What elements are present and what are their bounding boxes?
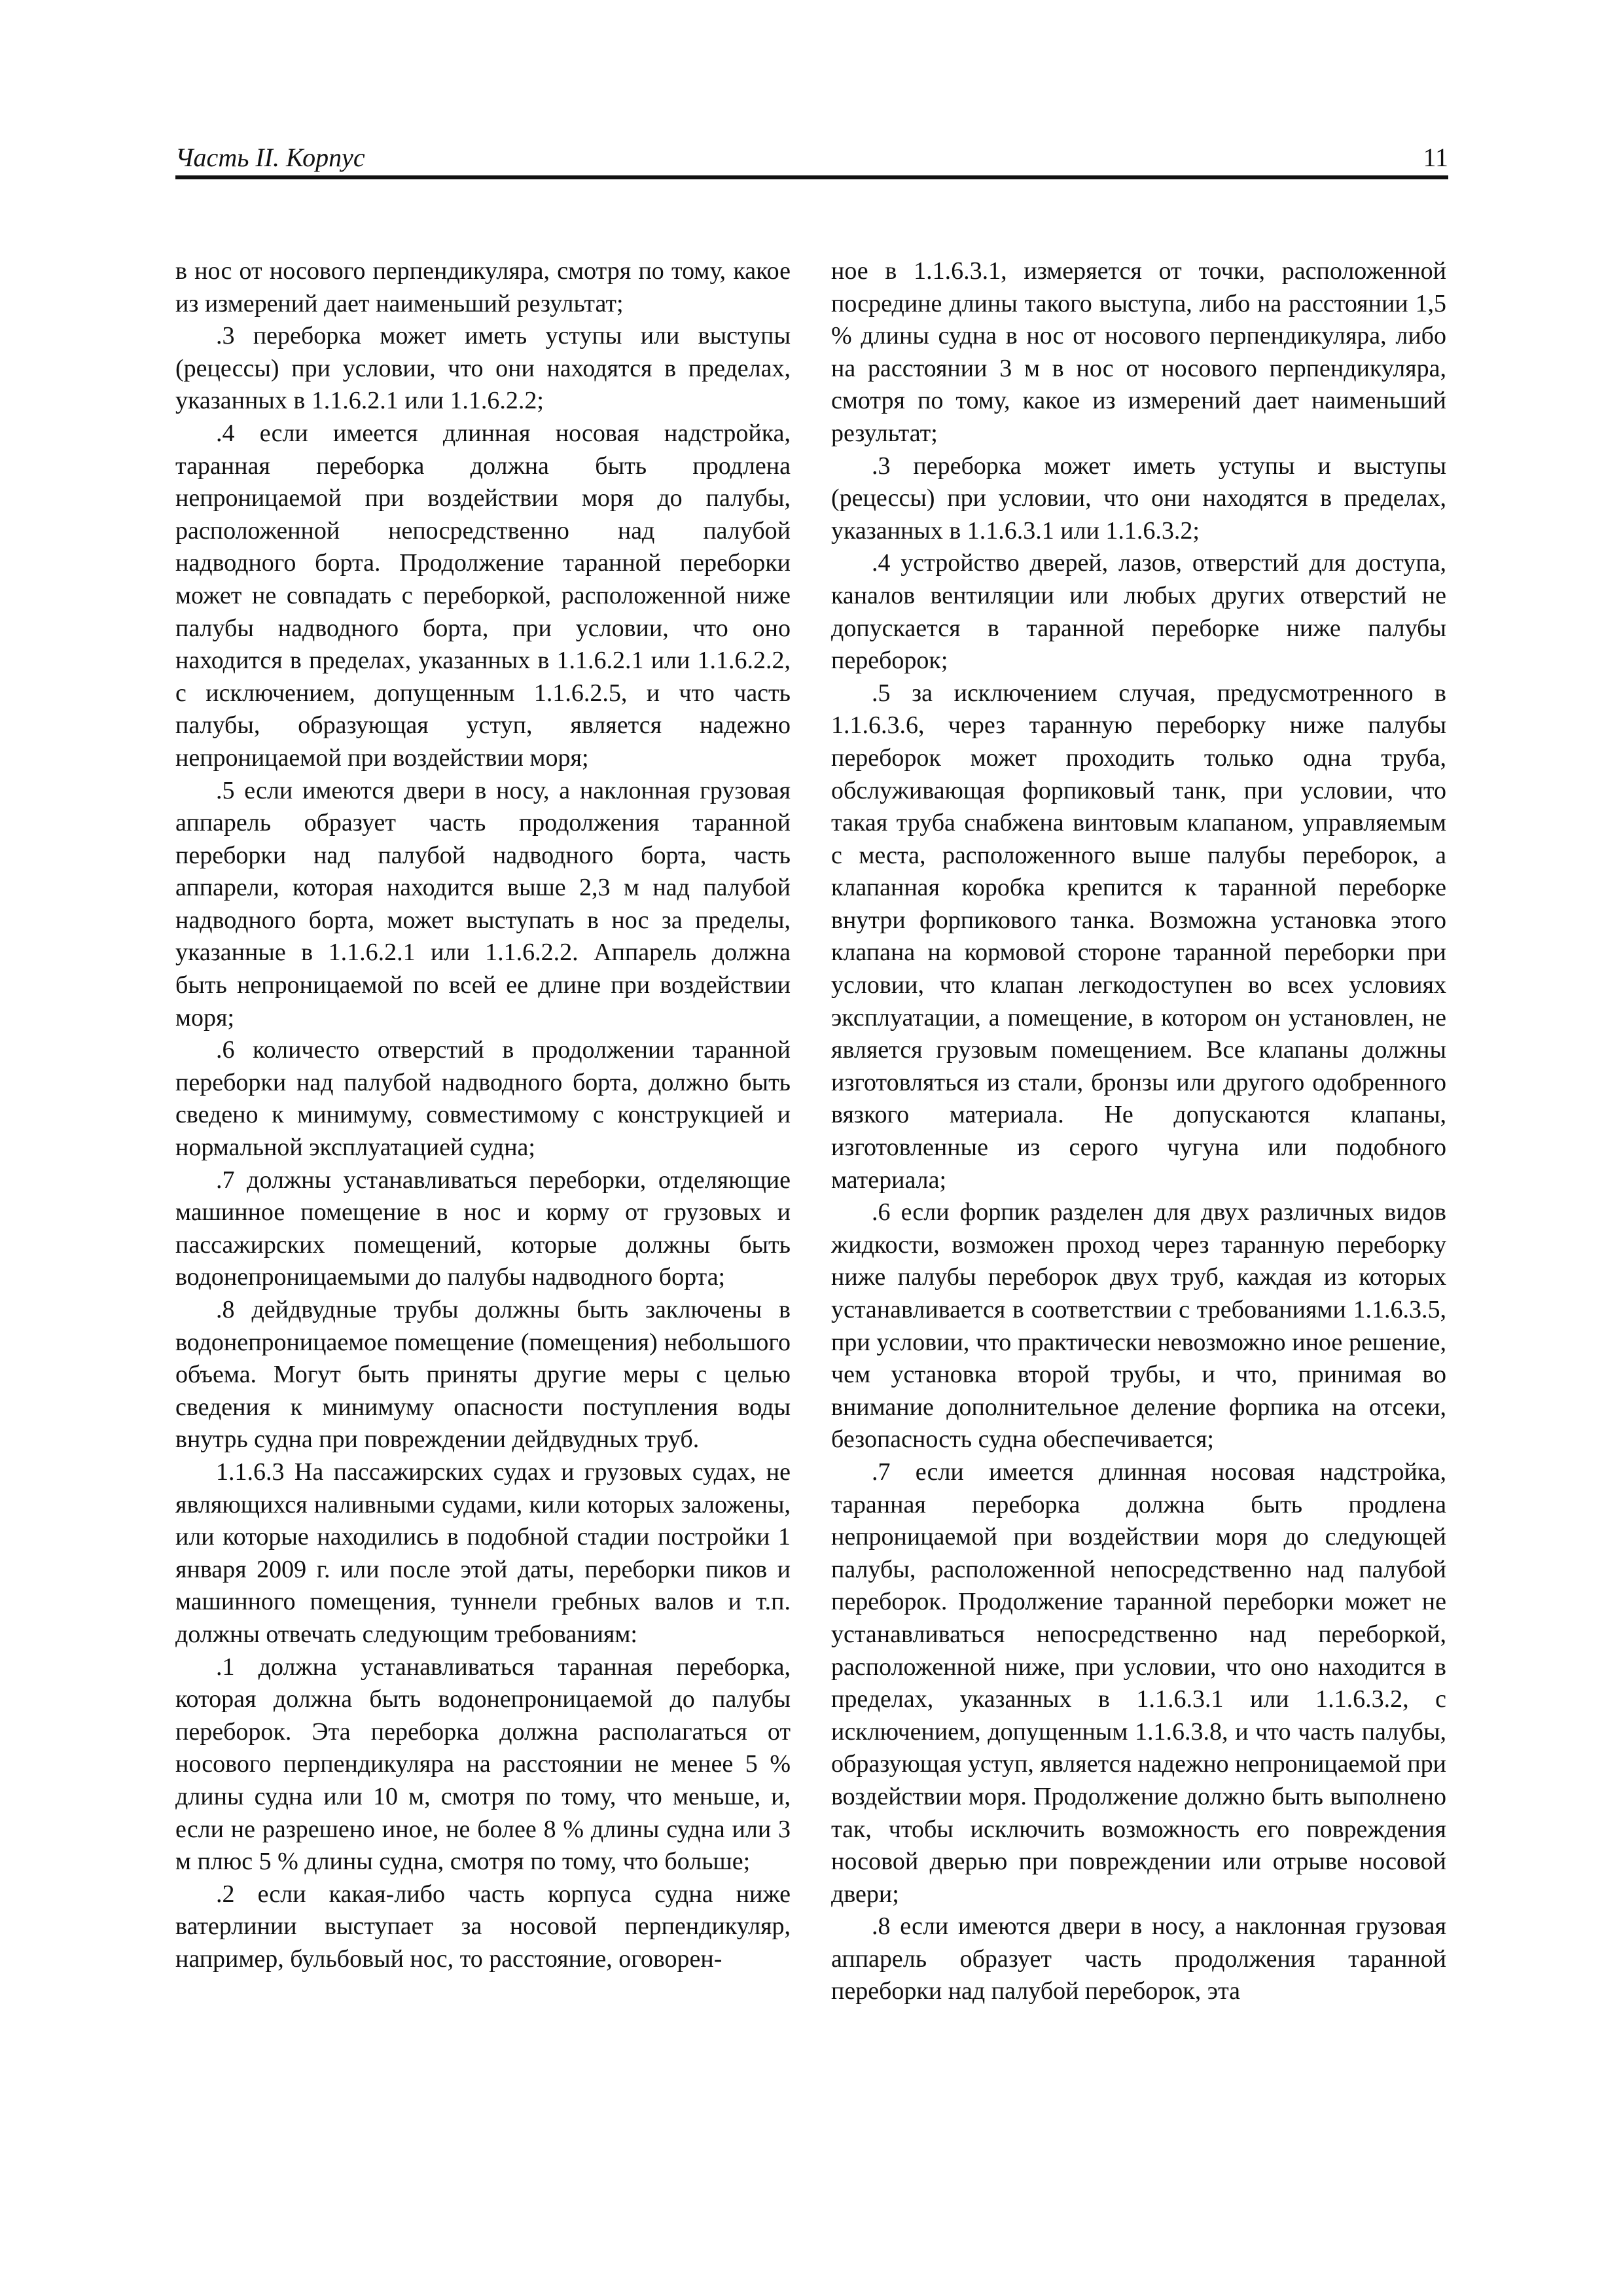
running-header [175, 141, 1448, 180]
paragraph: .5 за исключением случая, предусмотренного в 1.1.6.3.6, через таранную переборку ниже палубы переборок может проходить только одна труба, обслуживающая форпиковый танк, при условии, что такая труба снабжена винтовым клапаном, управляемым с места, расположенного выше палубы переборок, а клапанная коробка крепится к таранной переборке внутри форпикового танка. Возможна установка этого клапана на кормовой стороне таранной переборки при условии, что клапан легкодоступен во всех условиях эксплуатации, а помещение, в котором он установлен, не является грузовым помещением. Все клапаны должны изготовляться из стали, бронзы или другого одобренного вязкого материала. Не допускаются клапаны, изготовленные из серого чугуна или подобного материала; [831, 679, 1446, 1194]
paragraph: .2 если какая-либо часть корпуса судна ниже ватерлинии выступает за носовой перпендикуляр, например, бульбовый нос, то расстояние, оговорен- [175, 1880, 791, 1973]
paragraph: .1 должна устанавливаться таранная переборка, которая должна быть водонепроницаемой до палубы переборок. Эта переборка должна располагаться от носового перпендикуляра на расстоянии не менее 5 % длины судна или 10 м, смотря по тому, что меньше, и, если не разрешено иное, не более 8 % длины судна или 3 м плюс 5 % длины судна, смотря по тому, что больше; [175, 1653, 791, 1876]
header-rule [175, 175, 1448, 179]
right-column [831, 255, 1446, 2008]
paragraph: .4 устройство дверей, лазов, отверстий для доступа, каналов вентиляции или любых других отверстий не допускается в таранной переборке ниже палубы переборок; [831, 549, 1446, 675]
paragraph: .3 переборка может иметь уступы и выступы (рецессы) при условии, что они находятся в пределах, указанных в 1.1.6.3.1 или 1.1.6.3.2; [831, 452, 1446, 545]
paragraph: в нос от носового перпендикуляра, смотря по тому, какое из измерений дает наименьший результат; [175, 257, 791, 317]
paragraph: .6 если форпик разделен для двух различных видов жидкости, возможен проход через таранную переборку ниже палубы переборок двух труб, каждая из которых устанавливается в соответствии с требованиями 1.1.6.3.5, при условии, что практически невозможно иное решение, чем установка второй трубы, и что, принимая во внимание дополнительное деление форпика на отсеки, безопасность судна обеспечивается; [831, 1198, 1446, 1454]
paragraph: .3 переборка может иметь уступы или выступы (рецессы) при условии, что они находятся в пределах, указанных в 1.1.6.2.1 или 1.1.6.2.2; [175, 322, 791, 415]
page-number: 11 [1423, 143, 1448, 172]
left-column [175, 255, 791, 1975]
paragraph: 1.1.6.3 На пассажирских судах и грузовых судах, не являющихся наливными судами, кили которых заложены, или которые находились в подобной стадии постройки 1 января 2009 г. или после этой даты, переборки пиков и машинного помещения, туннели гребных валов и т.п. должны отвечать следующим требованиям: [175, 1458, 791, 1648]
paragraph: .5 если имеются двери в носу, а наклонная грузовая аппарель образует часть продолжения таранной переборки над палубой надводного борта, часть аппарели, которая находится выше 2,3 м над палубой надводного борта, может выступать в нос за пределы, указанные в 1.1.6.2.1 или 1.1.6.2.2. Аппарель должна быть непроницаемой по всей ее длине при воздействии моря; [175, 776, 791, 1031]
paragraph: .4 если имеется длинная носовая надстройка, таранная переборка должна быть продлена непроницаемой при воздействии моря до палубы, расположенной непосредственно над палубой надводного борта. Продолжение таранной переборки может не совпадать с переборкой, расположенной ниже палубы надводного борта, при условии, что оно находится в пределах, указанных в 1.1.6.2.1 или 1.1.6.2.2, с исключением, допущенным 1.1.6.2.5, и что часть палубы, образующая уступ, является надежно непроницаемой при воздействии моря; [175, 419, 791, 772]
paragraph: .7 если имеется длинная носовая надстройка, таранная переборка должна быть продлена непроницаемой при воздействии моря до следующей палубы, расположенной непосредственно над палубой переборок. Продолжение таранной переборки может не устанавливаться непосредственно над переборкой, расположенной ниже, при условии, что оно находится в пределах, указанных в 1.1.6.3.1 или 1.1.6.3.2, с исключением, допущенным 1.1.6.3.8, и что часть палубы, образующая уступ, является надежно непроницаемой при воздействии моря. Продолжение должно быть выполнено так, чтобы исключить возможность его повреждения носовой дверью при повреждении или отрыве носовой двери; [831, 1458, 1446, 1908]
header-title: Часть II. Корпус [175, 143, 365, 172]
paragraph: ное в 1.1.6.3.1, измеряется от точки, расположенной посредине длины такого выступа, либо на расстоянии 1,5 % длины судна в нос от носового перпендикуляра, либо на расстоянии 3 м в нос от носового перпендикуляра, смотря по тому, какое из измерений дает наименьший результат; [831, 257, 1446, 447]
paragraph: .8 если имеются двери в носу, а наклонная грузовая аппарель образует часть продолжения таранной переборки над палубой переборок, эта [831, 1912, 1446, 2005]
paragraph: .7 должны устанавливаться переборки, отделяющие машинное помещение в нос и корму от грузовых и пассажирских помещений, которые должны быть водонепроницаемыми до палубы надводного борта; [175, 1166, 791, 1291]
paragraph: .6 количесто отверстий в продолжении таранной переборки над палубой надводного борта, должно быть сведено к минимуму, совместимому с конструкцией и нормальной эксплуатацией судна; [175, 1036, 791, 1162]
paragraph: .8 дейдвудные трубы должны быть заключены в водонепроницаемое помещение (помещения) небольшого объема. Могут быть приняты другие меры с целью сведения к минимуму опасности поступления воды внутрь судна при повреждении дейдвудных труб. [175, 1296, 791, 1454]
